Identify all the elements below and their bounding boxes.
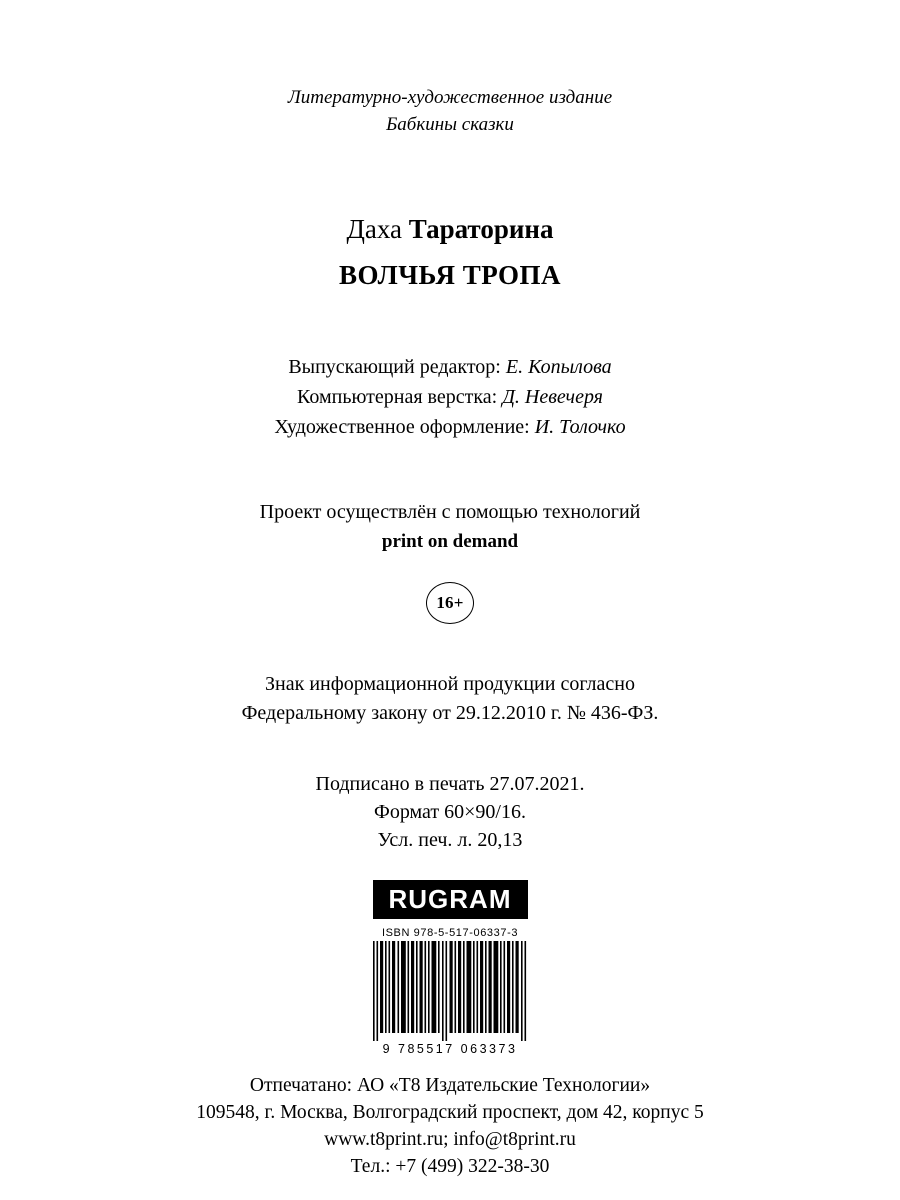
- book-title: ВОЛЧЬЯ ТРОПА: [338, 260, 562, 290]
- edition-series: Бабкины сказки: [386, 114, 514, 135]
- edition-kind: Литературно-художественное издание: [287, 87, 613, 108]
- credit-row: [274, 382, 625, 412]
- age-rating-label: 16+: [436, 593, 464, 612]
- barcode-image: [370, 941, 530, 1041]
- credit-row: [274, 352, 625, 382]
- edition-block: [288, 84, 612, 138]
- credit-role: Выпускающий редактор:: [288, 356, 501, 378]
- credit-row: [274, 412, 625, 442]
- legal-line-2: Федеральному закону от 29.12.2010 г. № 436-ФЗ.: [241, 702, 659, 724]
- print-format: Формат 60×90/16.: [374, 801, 526, 823]
- age-rating-badge: [426, 582, 474, 624]
- printer-name: Отпечатано: АО «Т8 Издательские Технологии»: [249, 1075, 651, 1096]
- author-line: [339, 212, 561, 246]
- legal-line-1: Знак информационной продукции согласно: [265, 673, 635, 695]
- print-info-block: [316, 770, 585, 854]
- printer-address: 109548, г. Москва, Волгоградский проспект, дом 42, корпус 5: [196, 1102, 704, 1123]
- print-on-demand-label: print on demand: [381, 531, 519, 552]
- project-note: [260, 498, 641, 556]
- barcode-digits: 9 785517 063373: [382, 1042, 518, 1056]
- barcode-block: [370, 927, 530, 1056]
- credit-person: И. Толочко: [534, 416, 626, 438]
- print-date: Подписано в печать 27.07.2021.: [315, 773, 585, 795]
- credit-person: Е. Копылова: [505, 356, 612, 378]
- printer-web: www.t8print.ru; info@t8print.ru: [324, 1129, 576, 1150]
- project-line: Проект осуществлён с помощью технологий: [259, 501, 641, 523]
- credit-role: Художественное оформление:: [274, 416, 530, 438]
- isbn-label: ISBN 978-5-517-06337-3: [381, 927, 519, 939]
- publisher-logo: RUGRAM: [373, 880, 528, 919]
- legal-note: [242, 670, 659, 728]
- printer-phone: Тел.: +7 (499) 322-38-30: [350, 1156, 550, 1177]
- author-last-name: Тараторина: [408, 214, 554, 244]
- print-sheets: Усл. печ. л. 20,13: [377, 829, 523, 851]
- author-title-block: [339, 212, 561, 292]
- credit-person: Д. Невечеря: [502, 386, 603, 408]
- printer-info-block: [196, 1072, 703, 1180]
- credit-role: Компьютерная верстка:: [297, 386, 498, 408]
- author-first-name: Даха: [346, 214, 403, 244]
- credits-block: [274, 352, 625, 442]
